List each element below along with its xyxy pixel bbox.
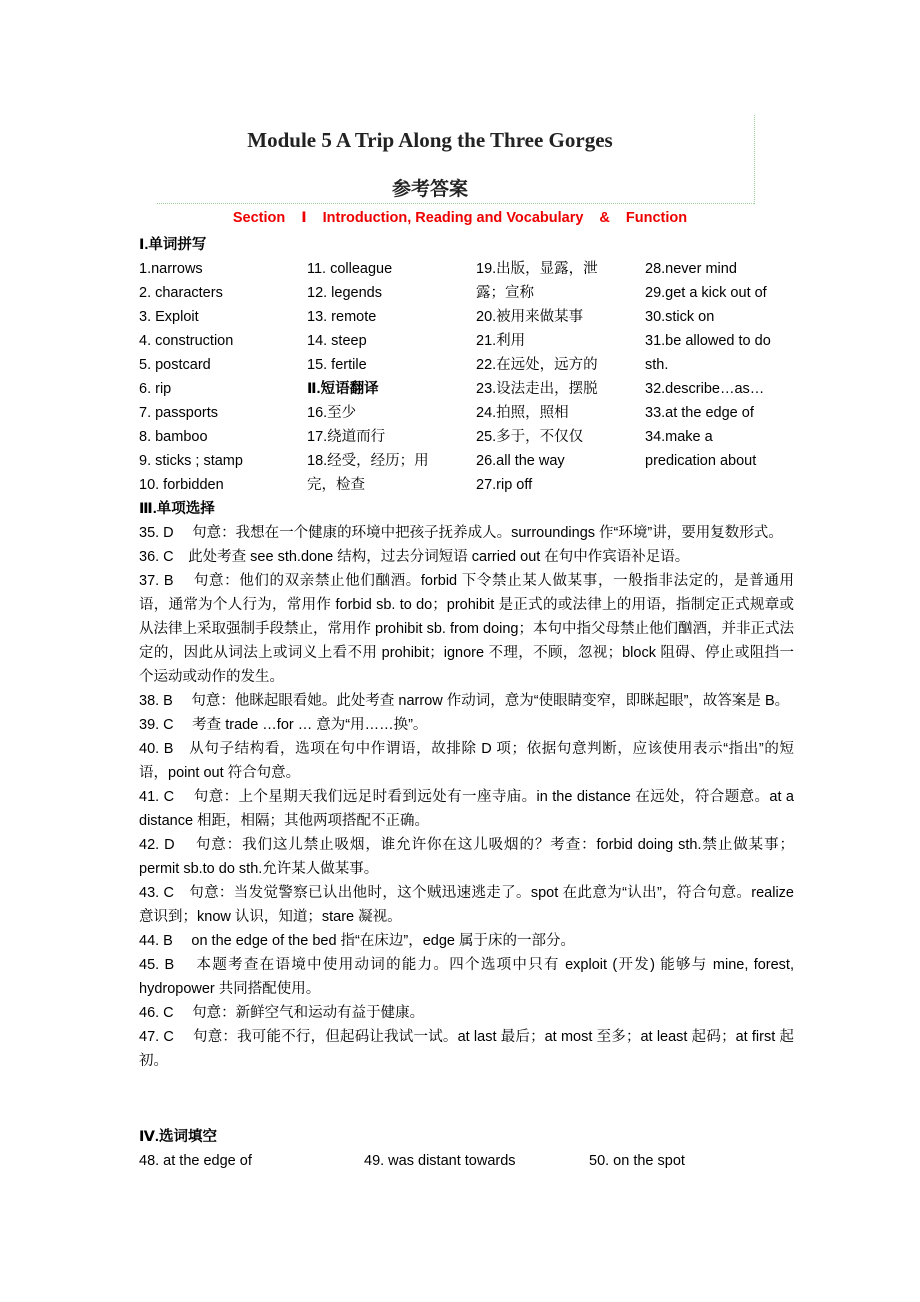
answer-explanation: 45. B 本题考查在语境中使用动词的能力。四个选项中只有 exploit (开发) 能够与 mine, forest, hydropower 共同搭配使用。 — [139, 957, 794, 997]
answer-item: 21.利用 — [476, 333, 526, 349]
answer-item: 18.经受，经历；用完，检查 — [307, 453, 429, 493]
answer-item: 19.出版，显露，泄露；宣称 — [476, 261, 598, 301]
answer-item: 5. postcard — [139, 357, 211, 373]
answer-item: 16.至少 — [307, 405, 357, 421]
answer-explanation: 43. C 句意：当发觉警察已认出他时，这个贼迅速逃走了。spot 在此意为“认出”，符合句意。realize 意识到；know 认识，知道；stare 凝视。 — [139, 885, 794, 925]
answer-item: 29.get a kick out of — [645, 285, 767, 301]
answer-item: 32.describe…as… — [645, 381, 765, 397]
answer-column-2 — [307, 257, 449, 497]
section-heading — [0, 210, 920, 226]
answer-explanation: 37. B 句意：他们的双亲禁止他们酗酒。forbid 下令禁止某人做某事，一般指非法定的，是普通用语，通常为个人行为，常用作 forbid sb. to do；prohibit 是正式的或法律上的用语，指制定正式规章或从法律上采取强制手段禁止，常用作 prohibit sb. from doing；本句中指父母禁止他们酗酒，并非正式法定的，因此从词法上或词义上看不用 prohibit；ignore 不理，不顾，忽视；block 阻碍、停止或阻挡一个运动或动作的发生。 — [139, 573, 794, 685]
answer-item: 34.make a predication about — [645, 429, 757, 469]
page-title: Module 5 A Trip Along the Three Gorges — [247, 128, 613, 152]
answer-item: 15. fertile — [307, 357, 367, 373]
answer-item: 24.拍照，照相 — [476, 405, 569, 421]
answer-explanation: 41. C 句意：上个星期天我们远足时看到远处有一座寺庙。in the distance 在远处，符合题意。at a distance 相距，相隔；其他两项搭配不正确。 — [139, 789, 794, 829]
answer-item: 4. construction — [139, 333, 234, 349]
part3-heading: Ⅲ.单项选择 — [139, 501, 215, 517]
answer-item: 8. bamboo — [139, 429, 208, 445]
answer-item: 49. was distant towards — [364, 1153, 516, 1169]
answer-item: 6. rip — [139, 381, 172, 397]
answer-item: 9. sticks ; stamp — [139, 453, 243, 469]
answer-explanation: 44. B on the edge of the bed 指“在床边”，edge 属于床的一部分。 — [139, 933, 575, 949]
page-subtitle: 参考答案 — [391, 178, 468, 200]
answer-item: 48. at the edge of — [139, 1153, 252, 1169]
answer-item: 23.设法走出，摆脱 — [476, 381, 598, 397]
answer-column-4 — [645, 257, 795, 473]
multiple-choice-answers — [139, 521, 794, 1073]
answer-item: 33.at the edge of — [645, 405, 754, 421]
answer-column-1 — [139, 257, 284, 497]
answer-explanation: 47. C 句意：我可能不行，但起码让我试一试。at last 最后；at most 至多；at least 起码；at first 起初。 — [139, 1029, 794, 1069]
answer-item: 3. Exploit — [139, 309, 199, 325]
answer-item: 2. characters — [139, 285, 223, 301]
answer-explanation: 40. B 从句子结构看，选项在句中作谓语，故排除 D 项；依据句意判断，应该使用表示“指出”的短语，point out 符合句意。 — [139, 741, 794, 781]
answer-item: 26.all the way — [476, 453, 565, 469]
part2-heading: Ⅱ.短语翻译 — [307, 381, 379, 397]
answer-item: 14. steep — [307, 333, 367, 349]
answer-item: 22.在远处，远方的 — [476, 357, 598, 373]
section-function: Function — [625, 210, 688, 226]
part1-heading: Ⅰ.单词拼写 — [139, 237, 207, 253]
answer-item: 30.stick on — [645, 309, 715, 325]
header-vertical-divider — [754, 115, 755, 204]
answer-explanation: 42. D 句意：我们这儿禁止吸烟，谁允许你在这儿吸烟的？考查：forbid doing sth.禁止做某事；permit sb.to do sth.允许某人做某事。 — [139, 837, 794, 877]
answer-item: 25.多于，不仅仅 — [476, 429, 584, 445]
answer-item: 50. on the spot — [589, 1153, 685, 1169]
answer-item: 31.be allowed to do sth. — [645, 333, 771, 373]
answer-item: 17.绕道而行 — [307, 429, 386, 445]
section-numeral: Ⅰ — [301, 210, 307, 226]
answer-item: 12. legends — [307, 285, 382, 301]
answer-explanation: 46. C 句意：新鲜空气和运动有益于健康。 — [139, 1005, 425, 1021]
section-label: Section — [232, 210, 286, 226]
answer-item: 10. forbidden — [139, 477, 224, 493]
answer-explanation: 39. C 考查 trade …for … 意为“用……换”。 — [139, 717, 428, 733]
answer-explanation: 36. C 此处考查 see sth.done 结构，过去分词短语 carried out 在句中作宾语补足语。 — [139, 549, 690, 565]
answer-explanation: 35. D 句意：我想在一个健康的环境中把孩子抚养成人。surroundings 作“环境”讲，要用复数形式。 — [139, 525, 783, 541]
answer-column-3 — [476, 257, 618, 497]
answer-item: 13. remote — [307, 309, 377, 325]
header-divider — [157, 203, 754, 204]
section-name: Introduction, Reading and Vocabulary — [322, 210, 584, 226]
answer-item: 7. passports — [139, 405, 218, 421]
answer-item: 27.rip off — [476, 477, 533, 493]
answer-explanation: 38. B 句意：他眯起眼看她。此处考查 narrow 作动词，意为“使眼睛变窄，即眯起眼”，故答案是 B。 — [139, 693, 790, 709]
answer-item: 1.narrows — [139, 261, 203, 277]
answer-item: 20.被用来做某事 — [476, 309, 584, 325]
part4-heading: Ⅳ.选词填空 — [139, 1129, 217, 1145]
section-amp: & — [599, 210, 610, 226]
answer-item: 28.never mind — [645, 261, 737, 277]
answer-item: 11. colleague — [307, 261, 393, 277]
